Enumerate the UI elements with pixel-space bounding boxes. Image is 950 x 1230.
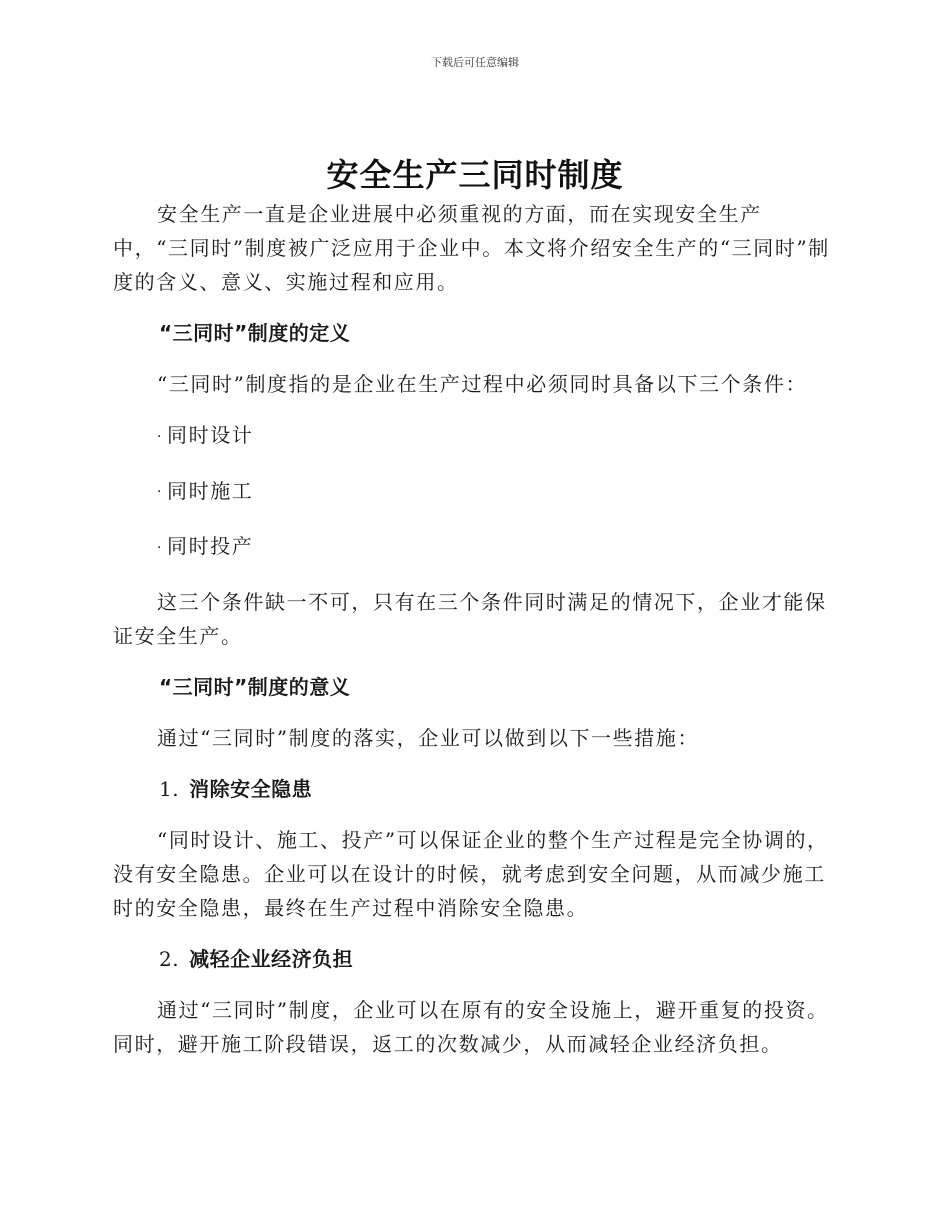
list-item — [113, 474, 833, 510]
definition-lead-paragraph: “三同时”制度指的是企业在生产过程中必须同时具备以下三个条件： — [157, 372, 808, 396]
heading-text: 减轻企业经济负担 — [189, 946, 354, 971]
bullet-icon: · — [157, 428, 164, 445]
document-title: 安全生产三同时制度 — [326, 156, 624, 194]
heading-number: 1. — [159, 776, 180, 801]
page-header: 下载后可任意编辑 — [431, 56, 519, 69]
numbered-heading — [113, 942, 833, 976]
document-body — [113, 197, 833, 1061]
heading-text: 消除安全隐患 — [189, 776, 313, 801]
list-item — [113, 418, 833, 454]
list-item-text: 同时施工 — [167, 478, 254, 503]
definition-closing-paragraph: 这三个条件缺一不可，只有在三个条件同时满足的情况下，企业才能保证安全生产。 — [113, 589, 827, 648]
point-paragraph: “同时设计、施工、投产”可以保证企业的整个生产过程是完全协调的，没有安全隐患。企业可以在设计的时候，就考虑到安全问题，从而减少施工时的安全隐患，最终在生产过程中消除安全隐患。 — [113, 827, 829, 920]
heading-number: 2. — [159, 946, 180, 971]
bullet-icon: · — [157, 539, 164, 556]
bullet-icon: · — [157, 484, 164, 500]
point-paragraph: 通过“三同时”制度，企业可以在原有的安全设施上，避开重复的投资。同时，避开施工阶段错误，返工的次数减少，从而减轻企业经济负担。 — [113, 997, 829, 1056]
intro-paragraph: 安全生产一直是企业进展中必须重视的方面，而在实现安全生产中，“三同时”制度被广泛应用于企业中。本文将介绍安全生产的“三同时”制度的含义、意义、实施过程和应用。 — [113, 202, 830, 294]
section-heading-significance: “三同时”制度的意义 — [159, 674, 351, 699]
numbered-heading — [113, 772, 833, 806]
section-heading-definition: “三同时”制度的定义 — [159, 321, 351, 345]
list-item-text: 同时投产 — [167, 534, 254, 558]
list-item — [113, 529, 833, 565]
significance-lead-paragraph: 通过“三同时”制度的落实，企业可以做到以下一些措施： — [157, 725, 700, 750]
list-item-text: 同时设计 — [167, 423, 254, 447]
